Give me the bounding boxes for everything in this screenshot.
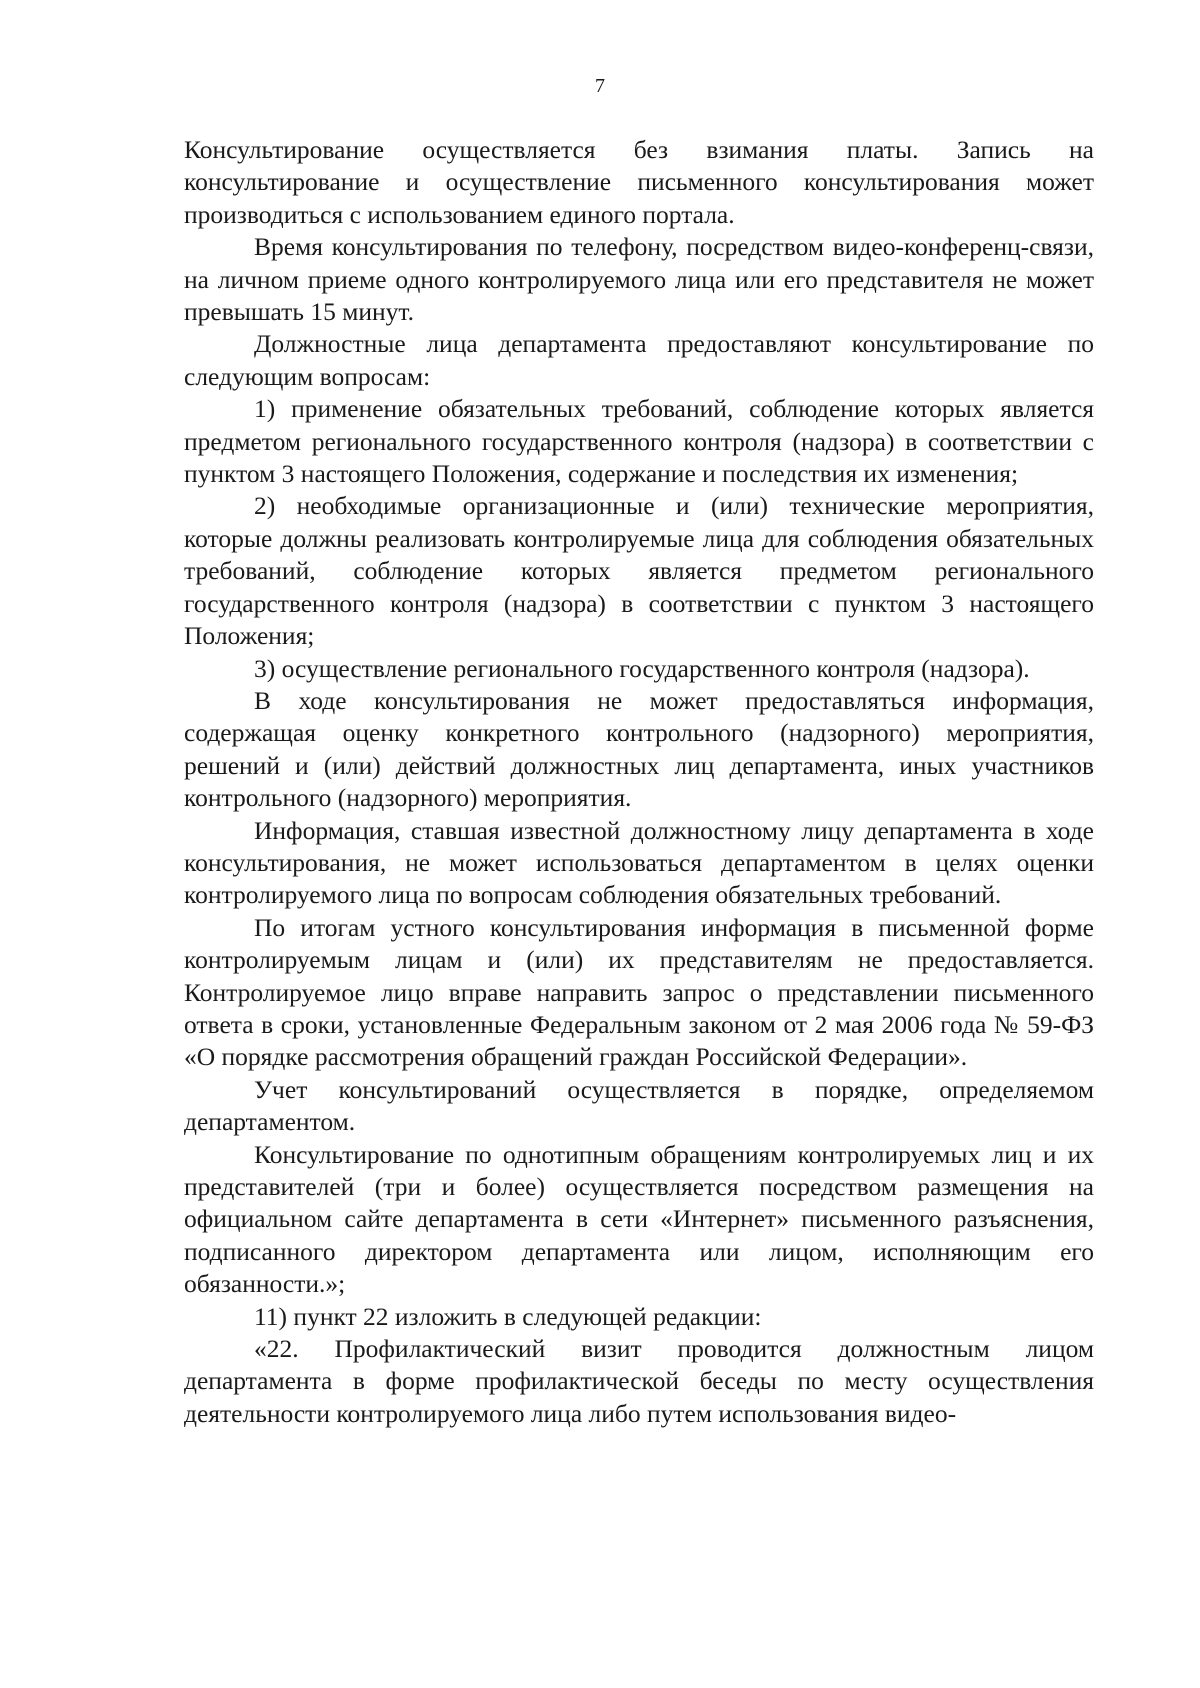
- list-item-2: 2) необходимые организационные и (или) технические мероприятия, которые должны реализовать контролируемые лица для соблюдения обязательных требований, соблюдение которых является предметом регионального государственного контроля (надзора) в соответствии с пунктом 3 настоящего Положения;: [184, 491, 1094, 651]
- paragraph-consultation-topics: Должностные лица департамента предоставляют консультирование по следующим вопросам:: [184, 329, 1094, 391]
- paragraph-same-type-requests: Консультирование по однотипным обращениям контролируемых лиц и их представителей (три и более) осуществляется посредством размещения на официальном сайте департамента в сети «Интернет» письменного разъяснения, подписанного директором департамента или лицом, исполняющим его обязанности.»;: [184, 1139, 1094, 1299]
- paragraph-oral-consultation: По итогам устного консультирования информация в письменной форме контролируемым лицам и (или) их представителям не предоставляется. Контролируемое лицо вправе направить запрос о представлении письменного ответа в сроки, установленные Федеральным законом от 2 мая 2006 года № 59-ФЗ «О порядке рассмотрения обращений граждан Российской Федерации».: [184, 912, 1094, 1072]
- paragraph-clause-11: 11) пункт 22 изложить в следующей редакции:: [254, 1301, 762, 1331]
- paragraph-consultation-record: Учет консультирований осуществляется в порядке, определяемом департаментом.: [184, 1074, 1094, 1137]
- paragraph-clause-22: «22. Профилактический визит проводится должностным лицом департамента в форме профилактической беседы по месту осуществления деятельности контролируемого лица либо путем использования видео-: [184, 1334, 1094, 1428]
- paragraph-consultation-time: Время консультирования по телефону, посредством видео-конференц-связи, на личном приеме одного контролируемого лица или его представителя не может превышать 15 минут.: [184, 232, 1094, 327]
- paragraph-restrictions: В ходе консультирования не может предоставляться информация, содержащая оценку конкретного контрольного (надзорного) мероприятия, решений и (или) действий должностных лиц департамента, иных участников контрольного (надзорного) мероприятия.: [184, 685, 1094, 813]
- paragraph-information-use: Информация, ставшая известной должностному лицу департамента в ходе консультирования, не может использоваться департаментом в целях оценки контролируемого лица по вопросам соблюдения обязательных требований.: [184, 815, 1094, 910]
- page-number: 7: [595, 75, 605, 97]
- paragraph-consultation-free: Консультирование осуществляется без взимания платы. Запись на консультирование и осуществление письменного консультирования может производиться с использованием единого портала.: [184, 135, 1094, 229]
- document-body: [184, 134, 1094, 1430]
- list-item-1: 1) применение обязательных требований, соблюдение которых является предметом регионального государственного контроля (надзора) в соответствии с пунктом 3 настоящего Положения, содержание и последствия их изменения;: [184, 394, 1094, 489]
- list-item-3: 3) осуществление регионального государственного контроля (надзора).: [254, 653, 1030, 683]
